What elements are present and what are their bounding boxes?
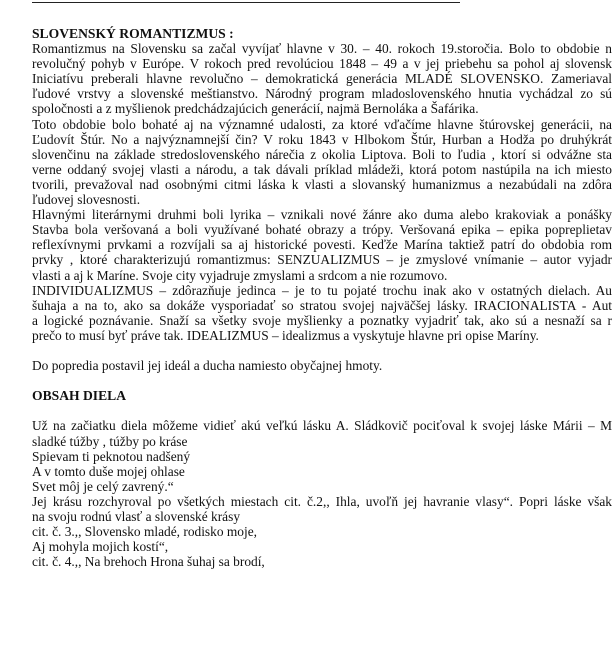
paragraph-obsah bbox=[32, 418, 612, 569]
text-line: Romantizmus na Slovensku sa začal vyvíjať hlavne v 30. – 40. rokoch 19.storočia. Bolo to obdobie n bbox=[32, 41, 612, 57]
paragraph-romantizmus bbox=[32, 41, 612, 343]
text-line: Toto obdobie bolo bohaté aj na významné udalosti, za ktoré vďačíme hlavne štúrovskej generácii, na bbox=[32, 116, 612, 132]
text-line: a logické poznávanie. Snaží sa všetky svoje myšlienky a poznatky vyjadriť tak, ako sú a nesnaží sa r bbox=[32, 312, 612, 328]
verse-line: Spievam ti peknotou nadšený bbox=[32, 448, 191, 464]
text-line: Hlavnými literárnymi druhmi boli lyrika – vznikali nové žánre ako duma alebo krakoviak a ponášky bbox=[32, 207, 612, 223]
text-line: šuhaja a na to, ako sa dokáže vysporiadať so stratou svojej najväčšej lásky. IRACIONALISTA - Aut bbox=[32, 297, 612, 313]
text-line: prvky , ktoré charakterizujú romantizmus: SENZUALIZMUS – je zmyslové vnímanie – autor vyjadr bbox=[32, 252, 612, 268]
citation-line: cit. č. 4.,, Na brehoch Hrona šuhaj sa brodí, bbox=[32, 554, 265, 570]
heading-obsah-diela: OBSAH DIELA bbox=[32, 388, 127, 404]
text-line: spoločnosti a z myšlienok predchádzajúcich generácií, najmä Bernoláka a Šafárika. bbox=[32, 101, 479, 117]
text-line: reflexívnymi prvkami a rozvíjali sa aj historické povesti. Keďže Marína taktiež patrí do obdobia rom bbox=[32, 237, 612, 253]
text-line: slovenčinu na základe stredoslovenského nárečia z okolia Liptova. Boli to ľudia , ktorí si odvážne sta bbox=[32, 146, 612, 162]
text-line: Ľudovít Štúr. No a najvýznamnejší čin? V roku 1843 v Hlbokom Štúr, Hurban a Hodža po druhýkrát bbox=[32, 131, 612, 147]
text-line: verne oddaný svojej vlasti a národu, a tak dávali príklad mládeži, ktorá potom nastúpila na ich miesto bbox=[32, 161, 612, 177]
verse-line: Svet môj je celý zavrený.“ bbox=[32, 478, 174, 494]
text-line: na svoju rodnú vlasť a slovenské krásy bbox=[32, 509, 241, 524]
text-line: tvorili, prevažoval nad osobnými citmi láska k vlasti a slovanský humanizmus a nezabúdali na zdôra bbox=[32, 176, 612, 192]
text-line: Iniciatívu preberali hlavne revolučno – demokratická generácia MLADÉ SLOVENSKO. Zameriaval bbox=[32, 71, 612, 87]
spacer bbox=[32, 403, 612, 418]
text-line: Už na začiatku diela môžeme vidieť akú veľkú lásku A. Sládkovič pociťoval k svojej láske Márii – M bbox=[32, 418, 612, 434]
text-line: ľudové vrstvy a slovenské meštianstvo. Národný program mladoslovenského hnutia vychádzal zo sú bbox=[32, 86, 612, 102]
heading-slovensky-romantizmus: SLOVENSKÝ ROMANTIZMUS : bbox=[32, 26, 234, 41]
text-line: INDIVIDUALIZMUS – zdôrazňuje jedinca – je to tu pojaté trochu inak ako v ostatných dielach. Au bbox=[32, 282, 612, 298]
text-line: sladké túžby , túžby po kráse bbox=[32, 433, 188, 449]
text-line: Jej krásu rozchyroval po všetkých miestach cit. č.2,, Ihla, uvoľň jej havranie vlasy“. Popri láske však bbox=[32, 493, 612, 509]
text-line: Stavba bola veršovaná a boli využívané bohaté obrazy a trópy. Veršovaná epika – epika popreplietav bbox=[32, 222, 612, 238]
citation-line: cit. č. 3.,, Slovensko mladé, rodisko moje, bbox=[32, 524, 258, 540]
text-line: vlasti a aj k Maríne. Svoje city vyjadruje zmyslami a srdcom a nie rozumovo. bbox=[32, 267, 448, 283]
text-line: ľudovej slovesnosti. bbox=[32, 192, 141, 208]
spacer bbox=[32, 373, 612, 388]
verse-line: A v tomto duše mojej ohlase bbox=[32, 463, 185, 479]
paragraph-idealizmus: Do popredia postavil jej ideál a ducha namiesto obyčajnej hmoty. bbox=[32, 358, 383, 374]
verse-line: Aj mohyla mojich kostí“, bbox=[32, 539, 169, 555]
top-rule bbox=[32, 2, 460, 3]
document-page bbox=[32, 26, 612, 569]
text-line: revolučný pohyb v Európe. V rokoch pred revolúciou 1848 – 49 a v jej priebehu sa pohol aj slovensk bbox=[32, 56, 612, 72]
spacer bbox=[32, 343, 612, 358]
text-line: prečo to musí byť práve tak. IDEALIZMUS – idealizmus a vyskytuje hlavne pri opise Maríny. bbox=[32, 327, 539, 343]
